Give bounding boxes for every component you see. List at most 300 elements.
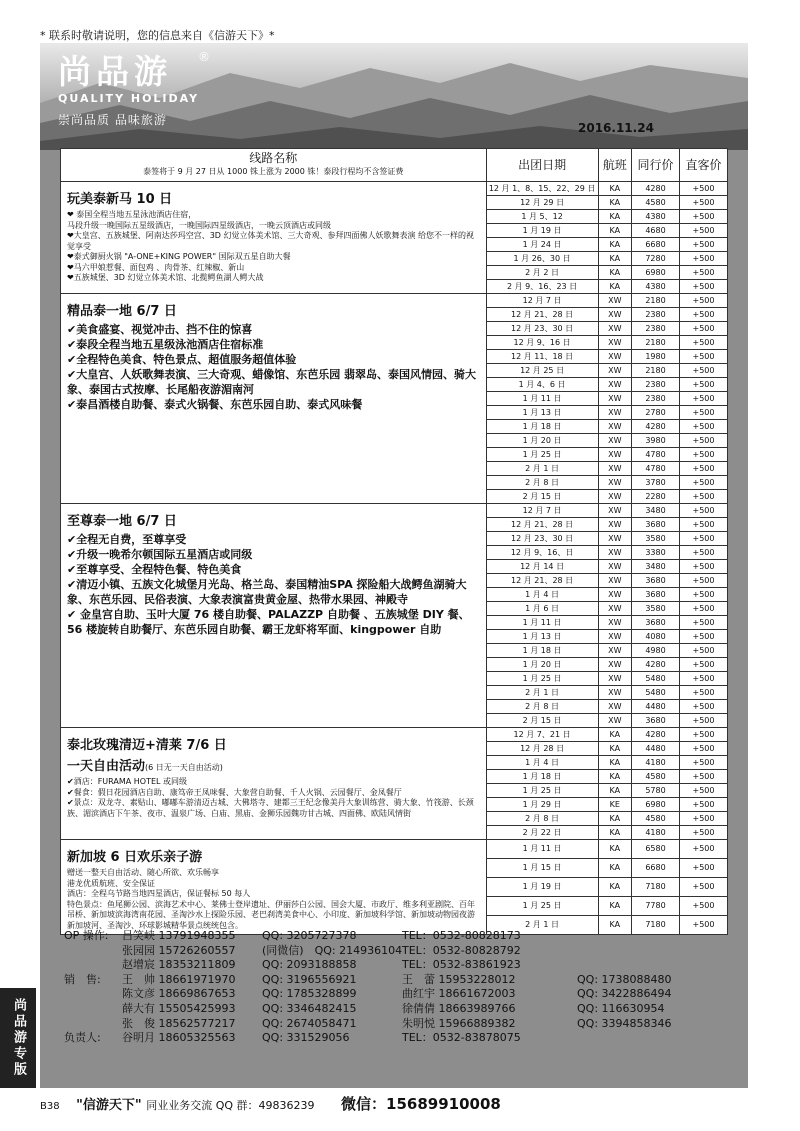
peer-price: 3380 bbox=[632, 546, 680, 560]
contact-field: 谷明月 18605325563 bbox=[122, 1031, 236, 1045]
customer-price: +500 bbox=[679, 672, 727, 686]
depart-date: 12 月 7 日 bbox=[486, 294, 598, 308]
route-title: 泰北玫瑰清迈+清莱 7/6 日 bbox=[67, 738, 227, 753]
route-feature: ❤大皇宫、五族城堡、阿南达莎玛空宫、3D 幻觉立体美术馆、三大奇观、参拜四面佛人妖歌舞表演 给您不一样的视觉享受 bbox=[67, 231, 475, 251]
contact-field: 徐倩倩 18663989766 bbox=[402, 1001, 516, 1015]
depart-date: 1 月 18 日 bbox=[486, 770, 598, 784]
flight-code: XW bbox=[598, 714, 631, 728]
contact-field: QQ: 2093188858 bbox=[262, 958, 357, 972]
peer-price: 2280 bbox=[632, 490, 680, 504]
peer-price: 2380 bbox=[632, 392, 680, 406]
customer-price: +500 bbox=[679, 546, 727, 560]
peer-price: 6980 bbox=[632, 266, 680, 280]
depart-date: 12 月 11、18 日 bbox=[486, 350, 598, 364]
flight-code: XW bbox=[598, 392, 631, 406]
depart-date: 12 月 21、28 日 bbox=[486, 308, 598, 322]
contact-field: 负责人: bbox=[64, 1031, 101, 1045]
customer-price: +500 bbox=[679, 798, 727, 812]
route-title: 精品泰一地 6/7 日 bbox=[67, 304, 177, 319]
flight-code: XW bbox=[598, 602, 631, 616]
depart-date: 12 月 7 日 bbox=[486, 504, 598, 518]
depart-date: 1 月 26、30 日 bbox=[486, 252, 598, 266]
flight-code: XW bbox=[598, 686, 631, 700]
flight-code: XW bbox=[598, 644, 631, 658]
route-price-table bbox=[60, 148, 728, 935]
route-feature: ✔泰段全程当地五星级泳池酒店住宿标准 bbox=[67, 338, 264, 351]
depart-date: 12 月 28 日 bbox=[486, 742, 598, 756]
customer-price: +500 bbox=[679, 182, 727, 196]
depart-date: 1 月 5、12 bbox=[486, 210, 598, 224]
flight-code: KA bbox=[598, 280, 631, 294]
contact-block bbox=[64, 929, 734, 1046]
route-feature: 港龙优质航班、安全保证 bbox=[67, 878, 155, 888]
route-cell bbox=[61, 504, 487, 728]
depart-date: 2 月 22 日 bbox=[486, 826, 598, 840]
header-flight: 航班 bbox=[598, 149, 631, 182]
customer-price: +500 bbox=[679, 532, 727, 546]
route-cell bbox=[61, 182, 487, 294]
contact-field: QQ: 3394858346 bbox=[577, 1016, 672, 1030]
route-feature: ✔全程无自费，至尊享受 bbox=[67, 533, 187, 546]
logo-english: QUALITY HOLIDAY bbox=[58, 92, 200, 105]
flight-code: XW bbox=[598, 490, 631, 504]
route-feature: ❤ 泰国全程当地五星泳池酒店住宿， bbox=[67, 210, 197, 219]
qq-group: 同业业务交流 QQ 群：49836239 bbox=[146, 1099, 315, 1112]
route-feature: ❤马六甲娘惹餐、面包鸡 、肉骨茶、红辣椒、新山 bbox=[67, 262, 245, 272]
depart-date: 12 月 1、8、15、22、29 日 bbox=[486, 182, 598, 196]
contact-field bbox=[577, 1031, 727, 1046]
contact-field: 薛大有 15505425993 bbox=[122, 1001, 236, 1015]
flight-code: KA bbox=[598, 224, 631, 238]
depart-date: 1 月 29 日 bbox=[486, 798, 598, 812]
flight-code: KA bbox=[598, 840, 631, 859]
footer bbox=[40, 1093, 740, 1114]
depart-date: 12 月 23、30 日 bbox=[486, 322, 598, 336]
peer-price: 4280 bbox=[632, 182, 680, 196]
customer-price: +500 bbox=[679, 378, 727, 392]
contact-field: 张 俊 18562577217 bbox=[122, 1016, 236, 1030]
flight-code: XW bbox=[598, 406, 631, 420]
contact-field: TEL：0532-80828173 bbox=[402, 929, 521, 942]
peer-price: 4480 bbox=[632, 700, 680, 714]
depart-date: 1 月 4、6 日 bbox=[486, 378, 598, 392]
depart-date: 12 月 23、30 日 bbox=[486, 532, 598, 546]
peer-price: 1980 bbox=[632, 350, 680, 364]
contact-field: QQ: 3205727378 bbox=[262, 929, 357, 942]
flight-code: KA bbox=[598, 897, 631, 916]
depart-date: 1 月 24 日 bbox=[486, 238, 598, 252]
flight-code: XW bbox=[598, 378, 631, 392]
depart-date: 12 月 9、16 日 bbox=[486, 336, 598, 350]
flight-code: XW bbox=[598, 518, 631, 532]
peer-price: 6980 bbox=[632, 798, 680, 812]
customer-price: +500 bbox=[679, 700, 727, 714]
contact-row bbox=[64, 944, 734, 959]
contact-field: OP 操作: bbox=[64, 929, 109, 942]
depart-date: 1 月 15 日 bbox=[486, 859, 598, 878]
customer-price: +500 bbox=[679, 686, 727, 700]
flight-code: XW bbox=[598, 560, 631, 574]
route-feature: 马段升级一晚国际五星级酒店，一晚国际四星级酒店，一晚云顶酒店或同级 bbox=[67, 220, 331, 230]
contact-field: 朱明悦 15966889382 bbox=[402, 1016, 516, 1030]
peer-price: 6680 bbox=[632, 859, 680, 878]
contact-field: TEL：0532-83878075 bbox=[402, 1031, 521, 1045]
peer-price: 4780 bbox=[632, 462, 680, 476]
contact-field bbox=[577, 944, 727, 959]
customer-price: +500 bbox=[679, 840, 727, 859]
depart-date: 1 月 19 日 bbox=[486, 878, 598, 897]
route-title: 新加坡 6 日欢乐亲子游 bbox=[67, 850, 203, 865]
customer-price: +500 bbox=[679, 616, 727, 630]
peer-price: 6580 bbox=[632, 840, 680, 859]
customer-price: +500 bbox=[679, 644, 727, 658]
flight-code: KA bbox=[598, 784, 631, 798]
contact-field: 张园园 15726260557 bbox=[122, 943, 236, 957]
depart-date: 2 月 8 日 bbox=[486, 812, 598, 826]
customer-price: +500 bbox=[679, 196, 727, 210]
route-feature: ✔景点：双龙寺、素贴山、嘟嘟车游清迈古城、大佛塔寺、建都三王纪念像美丹大象训练营、骑大象、竹筏游、长颈族、湄滨酒店下午茶、夜市、温泉广场、白庙、黑庙、金狮乐园魏功甘古城、四面佛、欧陆风情街 bbox=[67, 798, 474, 818]
peer-price: 3580 bbox=[632, 602, 680, 616]
route-title: 玩美泰新马 10 日 bbox=[67, 192, 173, 207]
depart-date: 1 月 4 日 bbox=[486, 756, 598, 770]
flight-code: XW bbox=[598, 322, 631, 336]
depart-date: 1 月 6 日 bbox=[486, 602, 598, 616]
contact-row bbox=[64, 1002, 734, 1017]
customer-price: +500 bbox=[679, 658, 727, 672]
table-header-row bbox=[61, 149, 728, 182]
contact-row bbox=[64, 973, 734, 988]
flight-code: KA bbox=[598, 770, 631, 784]
route-subtitle bbox=[67, 760, 480, 773]
depart-date: 12 月 14 日 bbox=[486, 560, 598, 574]
peer-price: 2380 bbox=[632, 322, 680, 336]
flight-code: KA bbox=[598, 756, 631, 770]
contact-field: 销 售: bbox=[64, 972, 101, 986]
flight-code: XW bbox=[598, 532, 631, 546]
customer-price: +500 bbox=[679, 602, 727, 616]
contact-field: 王 蕾 15953228012 bbox=[402, 972, 516, 986]
flight-code: KA bbox=[598, 182, 631, 196]
customer-price: +500 bbox=[679, 504, 727, 518]
depart-date: 1 月 4 日 bbox=[486, 588, 598, 602]
table-row bbox=[61, 728, 728, 742]
depart-date: 1 月 20 日 bbox=[486, 658, 598, 672]
flight-code: XW bbox=[598, 574, 631, 588]
contact-row bbox=[64, 1031, 734, 1046]
header-customer-price: 直客价 bbox=[679, 149, 727, 182]
depart-date: 2 月 8 日 bbox=[486, 700, 598, 714]
peer-price: 2380 bbox=[632, 308, 680, 322]
depart-date: 1 月 13 日 bbox=[486, 630, 598, 644]
footer-brand: "信游天下" bbox=[76, 1098, 142, 1113]
table-row bbox=[61, 294, 728, 308]
peer-price: 4280 bbox=[632, 658, 680, 672]
flight-code: XW bbox=[598, 462, 631, 476]
customer-price: +500 bbox=[679, 420, 727, 434]
peer-price: 7780 bbox=[632, 897, 680, 916]
customer-price: +500 bbox=[679, 812, 727, 826]
customer-price: +500 bbox=[679, 462, 727, 476]
route-feature: ❤五族城堡、3D 幻觉立体美术馆、北揽鳄鱼湖人鳄大战 bbox=[67, 273, 264, 282]
contact-field bbox=[64, 1017, 122, 1032]
peer-price: 3480 bbox=[632, 560, 680, 574]
table-row bbox=[61, 840, 728, 859]
customer-price: +500 bbox=[679, 826, 727, 840]
contact-field: QQ: 1785328899 bbox=[262, 987, 357, 1001]
contact-field: 吕笑峡 13791948355 bbox=[122, 929, 236, 942]
peer-price: 4780 bbox=[632, 448, 680, 462]
route-cell bbox=[61, 840, 487, 935]
contact-row bbox=[64, 987, 734, 1002]
flight-code: XW bbox=[598, 294, 631, 308]
peer-price: 4280 bbox=[632, 420, 680, 434]
top-notice: * 联系时敬请说明，您的信息来自《信游天下》* bbox=[40, 29, 275, 42]
depart-date: 2 月 1 日 bbox=[486, 916, 598, 935]
peer-price: 4580 bbox=[632, 770, 680, 784]
flight-code: KA bbox=[598, 859, 631, 878]
customer-price: +500 bbox=[679, 294, 727, 308]
peer-price: 4080 bbox=[632, 630, 680, 644]
route-feature: ✔餐食：假日花园酒店自助、康笃帝王凤味餐、大象营自助餐、千人火锅、云园餐厅、金凤餐厅 bbox=[67, 787, 402, 797]
peer-price: 2180 bbox=[632, 294, 680, 308]
flight-code: XW bbox=[598, 336, 631, 350]
flight-code: XW bbox=[598, 504, 631, 518]
customer-price: +500 bbox=[679, 392, 727, 406]
customer-price: +500 bbox=[679, 728, 727, 742]
contact-field: QQ: 116630954 bbox=[577, 1001, 665, 1015]
flight-code: XW bbox=[598, 308, 631, 322]
peer-price: 4280 bbox=[632, 728, 680, 742]
logo-name: 尚品游 bbox=[58, 52, 172, 91]
peer-price: 5480 bbox=[632, 686, 680, 700]
depart-date: 1 月 11 日 bbox=[486, 840, 598, 859]
side-tab: 尚品游专版 bbox=[0, 988, 36, 1088]
flight-code: KA bbox=[598, 728, 631, 742]
depart-date: 12 月 25 日 bbox=[486, 364, 598, 378]
peer-price: 3780 bbox=[632, 476, 680, 490]
customer-price: +500 bbox=[679, 350, 727, 364]
table-row bbox=[61, 504, 728, 518]
peer-price: 7180 bbox=[632, 916, 680, 935]
contact-field: 陈文彦 18669867653 bbox=[122, 987, 236, 1001]
peer-price: 4180 bbox=[632, 826, 680, 840]
flight-code: XW bbox=[598, 616, 631, 630]
peer-price: 3580 bbox=[632, 532, 680, 546]
contact-field bbox=[64, 1002, 122, 1017]
customer-price: +500 bbox=[679, 476, 727, 490]
contact-field: 王 帅 18661971970 bbox=[122, 972, 236, 986]
flight-code: KA bbox=[598, 196, 631, 210]
peer-price: 4180 bbox=[632, 756, 680, 770]
customer-price: +500 bbox=[679, 878, 727, 897]
flight-code: KA bbox=[598, 252, 631, 266]
peer-price: 6680 bbox=[632, 238, 680, 252]
peer-price: 3680 bbox=[632, 588, 680, 602]
route-title: 至尊泰一地 6/7 日 bbox=[67, 514, 177, 529]
flight-code: KA bbox=[598, 812, 631, 826]
route-feature: ✔大皇宫、人妖歌舞表演、三大奇观、蜡像馆、东芭乐园 翡翠岛、泰国风情园、骑大象、泰国古式按摩、长尾船夜游湄南河 bbox=[67, 368, 477, 396]
route-feature: ✔至尊享受、全程特色餐、特色美食 bbox=[67, 563, 242, 576]
depart-date: 12 月 7、21 日 bbox=[486, 728, 598, 742]
visa-note: 泰签将于 9 月 27 日从 1000 铢上涨为 2000 铢！泰段行程均不含签证费 bbox=[143, 167, 404, 176]
depart-date: 2 月 9、16、23 日 bbox=[486, 280, 598, 294]
customer-price: +500 bbox=[679, 560, 727, 574]
route-cell bbox=[61, 728, 487, 840]
route-feature: ✔酒店：FURAMA HOTEL 或同级 bbox=[67, 777, 188, 786]
flight-code: XW bbox=[598, 658, 631, 672]
flight-code: KA bbox=[598, 742, 631, 756]
customer-price: +500 bbox=[679, 897, 727, 916]
peer-price: 7180 bbox=[632, 878, 680, 897]
customer-price: +500 bbox=[679, 210, 727, 224]
customer-price: +500 bbox=[679, 266, 727, 280]
route-feature: ✔ 金皇宫自助、玉叶大厦 76 楼自助餐、PALAZZP 自助餐 、五族城堡 DIY 餐、56 楼旋转自助餐厅、东芭乐园自助餐、霸王龙虾将军面、kingpower 自助 bbox=[67, 608, 470, 636]
depart-date: 2 月 8 日 bbox=[486, 476, 598, 490]
contact-field: QQ: 3346482415 bbox=[262, 1001, 357, 1015]
flight-code: XW bbox=[598, 448, 631, 462]
route-feature: ✔升级一晚希尔顿国际五星酒店或同级 bbox=[67, 548, 253, 561]
peer-price: 4680 bbox=[632, 224, 680, 238]
route-feature: ✔美食盛宴、视觉冲击、挡不住的惊喜 bbox=[67, 323, 253, 336]
route-cell bbox=[61, 294, 487, 504]
peer-price: 2780 bbox=[632, 406, 680, 420]
contact-field: 赵增宸 18353211809 bbox=[122, 958, 236, 972]
contact-field bbox=[64, 958, 122, 973]
depart-date: 1 月 11 日 bbox=[486, 616, 598, 630]
customer-price: +500 bbox=[679, 784, 727, 798]
peer-price: 2180 bbox=[632, 364, 680, 378]
customer-price: +500 bbox=[679, 238, 727, 252]
customer-price: +500 bbox=[679, 490, 727, 504]
customer-price: +500 bbox=[679, 336, 727, 350]
depart-date: 12 月 21、28 日 bbox=[486, 518, 598, 532]
flight-code: KA bbox=[598, 210, 631, 224]
wechat: 微信：15689910008 bbox=[341, 1095, 501, 1113]
customer-price: +500 bbox=[679, 859, 727, 878]
peer-price: 4380 bbox=[632, 280, 680, 294]
depart-date: 2 月 15 日 bbox=[486, 490, 598, 504]
depart-date: 1 月 20 日 bbox=[486, 434, 598, 448]
depart-date: 1 月 18 日 bbox=[486, 420, 598, 434]
route-feature: 特色景点：鱼尾狮公园、滨海艺术中心、莱佛士登岸遗址、伊丽莎白公园、国会大厦、市政厅、维多利亚剧院、百年吊桥、新加坡滨海湾南花园、圣淘沙水上探险乐园、老巴刹湾美食中心、小印度、新加坡科学馆、新加坡动物园夜游新加坡河、圣淘沙、环球影城精华景点统统包含。 bbox=[67, 899, 475, 930]
depart-date: 2 月 1 日 bbox=[486, 686, 598, 700]
customer-price: +500 bbox=[679, 434, 727, 448]
customer-price: +500 bbox=[679, 448, 727, 462]
route-subtitle-main: 一天自由活动 bbox=[67, 759, 146, 774]
peer-price: 5480 bbox=[632, 672, 680, 686]
route-feature: 赠送一整天自由活动、随心所欲、欢乐畅享 bbox=[67, 868, 219, 877]
depart-date: 1 月 25 日 bbox=[486, 897, 598, 916]
peer-price: 5780 bbox=[632, 784, 680, 798]
peer-price: 3680 bbox=[632, 616, 680, 630]
contact-field: QQ: 3196556921 bbox=[262, 972, 357, 986]
logo-slogan: 崇尚品质 品味旅游 bbox=[58, 113, 167, 127]
peer-price: 2180 bbox=[632, 336, 680, 350]
page-number: B38 bbox=[40, 1101, 60, 1112]
peer-price: 3680 bbox=[632, 574, 680, 588]
customer-price: +500 bbox=[679, 588, 727, 602]
flight-code: KA bbox=[598, 238, 631, 252]
depart-date: 1 月 18 日 bbox=[486, 644, 598, 658]
contact-row bbox=[64, 958, 734, 973]
flight-code: XW bbox=[598, 364, 631, 378]
contact-field bbox=[64, 987, 122, 1002]
customer-price: +500 bbox=[679, 770, 727, 784]
customer-price: +500 bbox=[679, 714, 727, 728]
issue-date: 2016.11.24 bbox=[578, 121, 654, 135]
registered-mark: ® bbox=[198, 50, 210, 64]
header-route: 线路名称 泰签将于 9 月 27 日从 1000 铢上涨为 2000 铢！泰段行程均不含签证费 bbox=[61, 149, 487, 182]
route-feature: ✔泰昌酒楼自助餐、泰式火锅餐、东芭乐园自助、泰式风味餐 bbox=[67, 398, 363, 411]
header-date: 出团日期 bbox=[486, 149, 598, 182]
depart-date: 2 月 2 日 bbox=[486, 266, 598, 280]
peer-price: 2380 bbox=[632, 378, 680, 392]
peer-price: 4480 bbox=[632, 742, 680, 756]
depart-date: 1 月 13 日 bbox=[486, 406, 598, 420]
flight-code: XW bbox=[598, 700, 631, 714]
contact-field bbox=[64, 944, 122, 959]
customer-price: +500 bbox=[679, 574, 727, 588]
route-feature: ✔清迈小镇、五族文化城堡月光岛、格兰岛、泰国精油SPA 探险船大战鳄鱼湖骑大象、东芭乐园、民俗表演、大象表演富贵黄金屋、热带水果园、神殿寺 bbox=[67, 578, 467, 606]
depart-date: 1 月 25 日 bbox=[486, 784, 598, 798]
peer-price: 3680 bbox=[632, 518, 680, 532]
customer-price: +500 bbox=[679, 252, 727, 266]
flight-code: XW bbox=[598, 476, 631, 490]
depart-date: 1 月 11 日 bbox=[486, 392, 598, 406]
depart-date: 2 月 15 日 bbox=[486, 714, 598, 728]
flight-code: XW bbox=[598, 672, 631, 686]
flight-code: XW bbox=[598, 630, 631, 644]
route-feature: ✔全程特色美食、特色景点、超值服务超值体验 bbox=[67, 353, 297, 366]
customer-price: +500 bbox=[679, 916, 727, 935]
customer-price: +500 bbox=[679, 630, 727, 644]
route-feature: 酒店：全程乌节路当地四星酒店，保证餐标 50 每人 bbox=[67, 889, 251, 898]
contact-field: TEL：0532-83861923 bbox=[402, 958, 521, 972]
customer-price: +500 bbox=[679, 364, 727, 378]
peer-price: 4580 bbox=[632, 196, 680, 210]
depart-date: 12 月 29 日 bbox=[486, 196, 598, 210]
depart-date: 2 月 1 日 bbox=[486, 462, 598, 476]
flight-code: KA bbox=[598, 878, 631, 897]
depart-date: 1 月 25 日 bbox=[486, 672, 598, 686]
flight-code: XW bbox=[598, 546, 631, 560]
customer-price: +500 bbox=[679, 756, 727, 770]
contact-field: QQ: 2674058471 bbox=[262, 1016, 357, 1030]
peer-price: 4380 bbox=[632, 210, 680, 224]
contact-field bbox=[577, 929, 727, 944]
peer-price: 7280 bbox=[632, 252, 680, 266]
contact-field bbox=[577, 958, 727, 973]
contact-row bbox=[64, 929, 734, 944]
peer-price: 4580 bbox=[632, 812, 680, 826]
customer-price: +500 bbox=[679, 742, 727, 756]
flight-code: KA bbox=[598, 826, 631, 840]
contact-field: (同微信) QQ: 214936104 bbox=[262, 943, 403, 957]
contact-field: QQ: 3422886494 bbox=[577, 987, 672, 1001]
flight-code: XW bbox=[598, 420, 631, 434]
header-peer-price: 同行价 bbox=[632, 149, 680, 182]
contact-row bbox=[64, 1017, 734, 1032]
brand-logo bbox=[58, 52, 208, 128]
contact-field: QQ: 1738088480 bbox=[577, 972, 672, 986]
flight-code: XW bbox=[598, 350, 631, 364]
flight-code: KA bbox=[598, 916, 631, 935]
depart-date: 1 月 19 日 bbox=[486, 224, 598, 238]
peer-price: 3680 bbox=[632, 714, 680, 728]
flight-code: KE bbox=[598, 798, 631, 812]
contact-field: TEL：0532-80828792 bbox=[402, 943, 521, 957]
depart-date: 1 月 25 日 bbox=[486, 448, 598, 462]
